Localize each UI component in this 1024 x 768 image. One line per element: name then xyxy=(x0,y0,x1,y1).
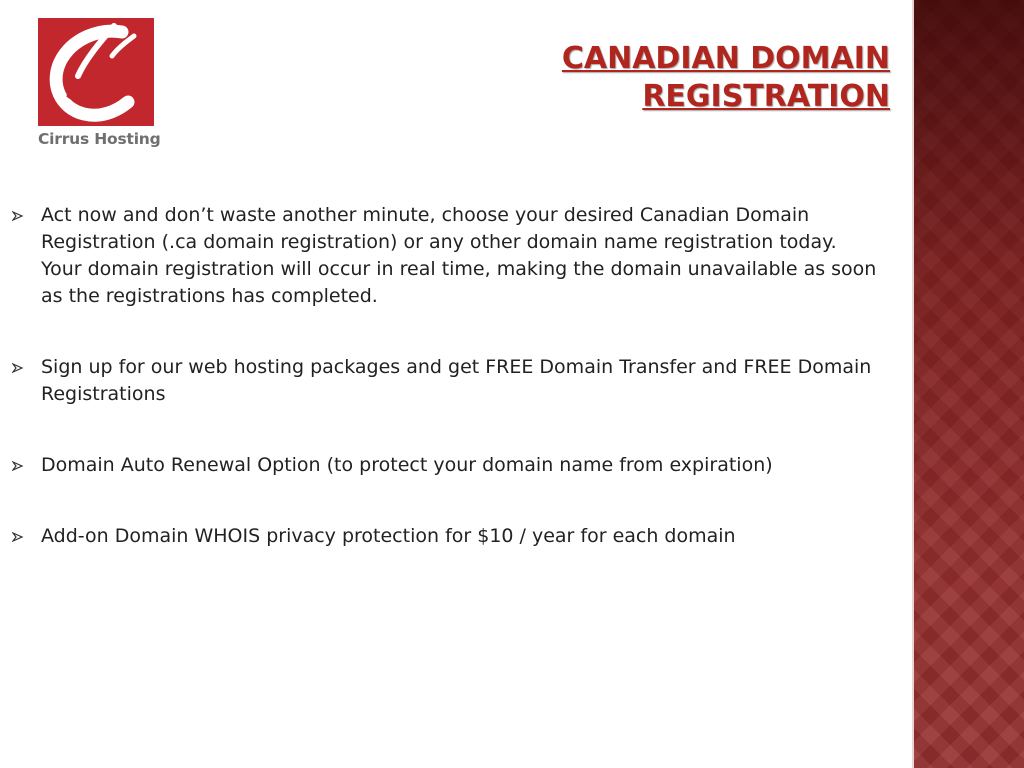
bullet-list xyxy=(10,202,880,594)
bullet-text: Add-on Domain WHOIS privacy protection for $10 / year for each domain xyxy=(41,525,736,547)
arrow-bullet-icon xyxy=(12,532,24,542)
bullet-item xyxy=(10,354,880,408)
company-logo xyxy=(38,18,161,148)
cirrus-c-logo-icon xyxy=(38,18,154,126)
arrow-bullet-icon xyxy=(12,363,24,373)
bullet-item xyxy=(10,523,880,550)
bullet-item xyxy=(10,202,880,310)
company-name: Cirrus Hosting xyxy=(38,130,161,148)
arrow-bullet-icon xyxy=(12,461,24,471)
slide-title-line-2: REGISTRATION xyxy=(642,79,890,114)
slide-title xyxy=(450,40,890,116)
slide-title-line-1: CANADIAN DOMAIN xyxy=(561,41,890,76)
bullet-text: Domain Auto Renewal Option (to protect your domain name from expiration) xyxy=(41,454,773,476)
bullet-text: Act now and don’t waste another minute, choose your desired Canadian Domain Registration (.ca domain registration) or any other domain name registration today. Your domain registration will occur in real time, making the domain unavailable as soon as the registrations has completed. xyxy=(41,204,877,307)
arrow-bullet-icon xyxy=(12,211,24,221)
bullet-text: Sign up for our web hosting packages and get FREE Domain Transfer and FREE Domain Registrations xyxy=(41,356,872,405)
bullet-item xyxy=(10,452,880,479)
decorative-side-band xyxy=(912,0,1024,768)
